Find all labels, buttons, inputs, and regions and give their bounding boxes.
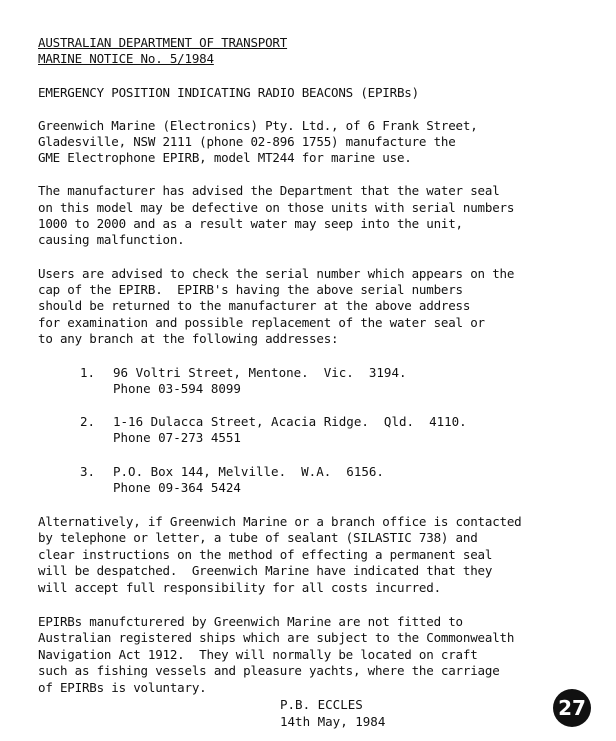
address-line: P.O. Box 144, Melville. W.A. 6156.	[113, 464, 384, 479]
text-line: will accept full responsibility for all costs incurred.	[38, 580, 441, 595]
notice-title: EMERGENCY POSITION INDICATING RADIO BEACONS (EPIRBs)	[38, 85, 419, 100]
item-number: 3.	[80, 464, 96, 479]
text-line: to any branch at the following addresses:	[38, 331, 339, 346]
text-line: will be despatched. Greenwich Marine have indicated that they	[38, 563, 493, 578]
text-line: for examination and possible replacement of the water seal or	[38, 315, 485, 330]
text-line: The manufacturer has advised the Department that the water seal	[38, 183, 500, 198]
text-line: clear instructions on the method of effecting a permanent seal	[38, 547, 493, 562]
notice-number: MARINE NOTICE No. 5/1984	[38, 51, 214, 66]
text-line: Gladesville, NSW 2111 (phone 02-896 1755) manufacture the	[38, 134, 456, 149]
text-line: causing malfunction.	[38, 232, 185, 247]
text-line: such as fishing vessels and pleasure yachts, where the carriage	[38, 663, 500, 678]
text-line: on this model may be defective on those units with serial numbers	[38, 200, 515, 215]
text-line: of EPIRBs is voluntary.	[38, 680, 207, 695]
text-line: should be returned to the manufacturer at the above address	[38, 298, 471, 313]
text-line: EPIRBs manufcturered by Greenwich Marine are not fitted to	[38, 614, 463, 629]
text-line: cap of the EPIRB. EPIRB's having the above serial numbers	[38, 282, 463, 297]
department-heading: AUSTRALIAN DEPARTMENT OF TRANSPORT	[38, 35, 288, 50]
text-line: by telephone or letter, a tube of sealant (SILASTIC 738) and	[38, 530, 478, 545]
phone-line: Phone 09-364 5424	[113, 480, 241, 495]
page-number-badge: 27	[553, 689, 591, 727]
text-line: Users are advised to check the serial number which appears on the	[38, 266, 515, 281]
item-number: 2.	[80, 414, 96, 429]
phone-line: Phone 03-594 8099	[113, 381, 241, 396]
text-line: Australian registered ships which are subject to the Commonwealth	[38, 630, 515, 645]
address-line: 96 Voltri Street, Mentone. Vic. 3194.	[113, 365, 407, 380]
text-line: Navigation Act 1912. They will normally be located on craft	[38, 647, 478, 662]
text-line: Alternatively, if Greenwich Marine or a branch office is contacted	[38, 514, 522, 529]
text-line: Greenwich Marine (Electronics) Pty. Ltd., of 6 Frank Street,	[38, 118, 478, 133]
item-number: 1.	[80, 365, 96, 380]
phone-line: Phone 07-273 4551	[113, 430, 241, 445]
text-line: 1000 to 2000 and as a result water may seep into the unit,	[38, 216, 463, 231]
address-line: 1-16 Dulacca Street, Acacia Ridge. Qld. 4110.	[113, 414, 467, 429]
signatory-name: P.B. ECCLES	[280, 697, 363, 712]
signature-date: 14th May, 1984	[280, 714, 386, 729]
text-line: GME Electrophone EPIRB, model MT244 for marine use.	[38, 150, 412, 165]
